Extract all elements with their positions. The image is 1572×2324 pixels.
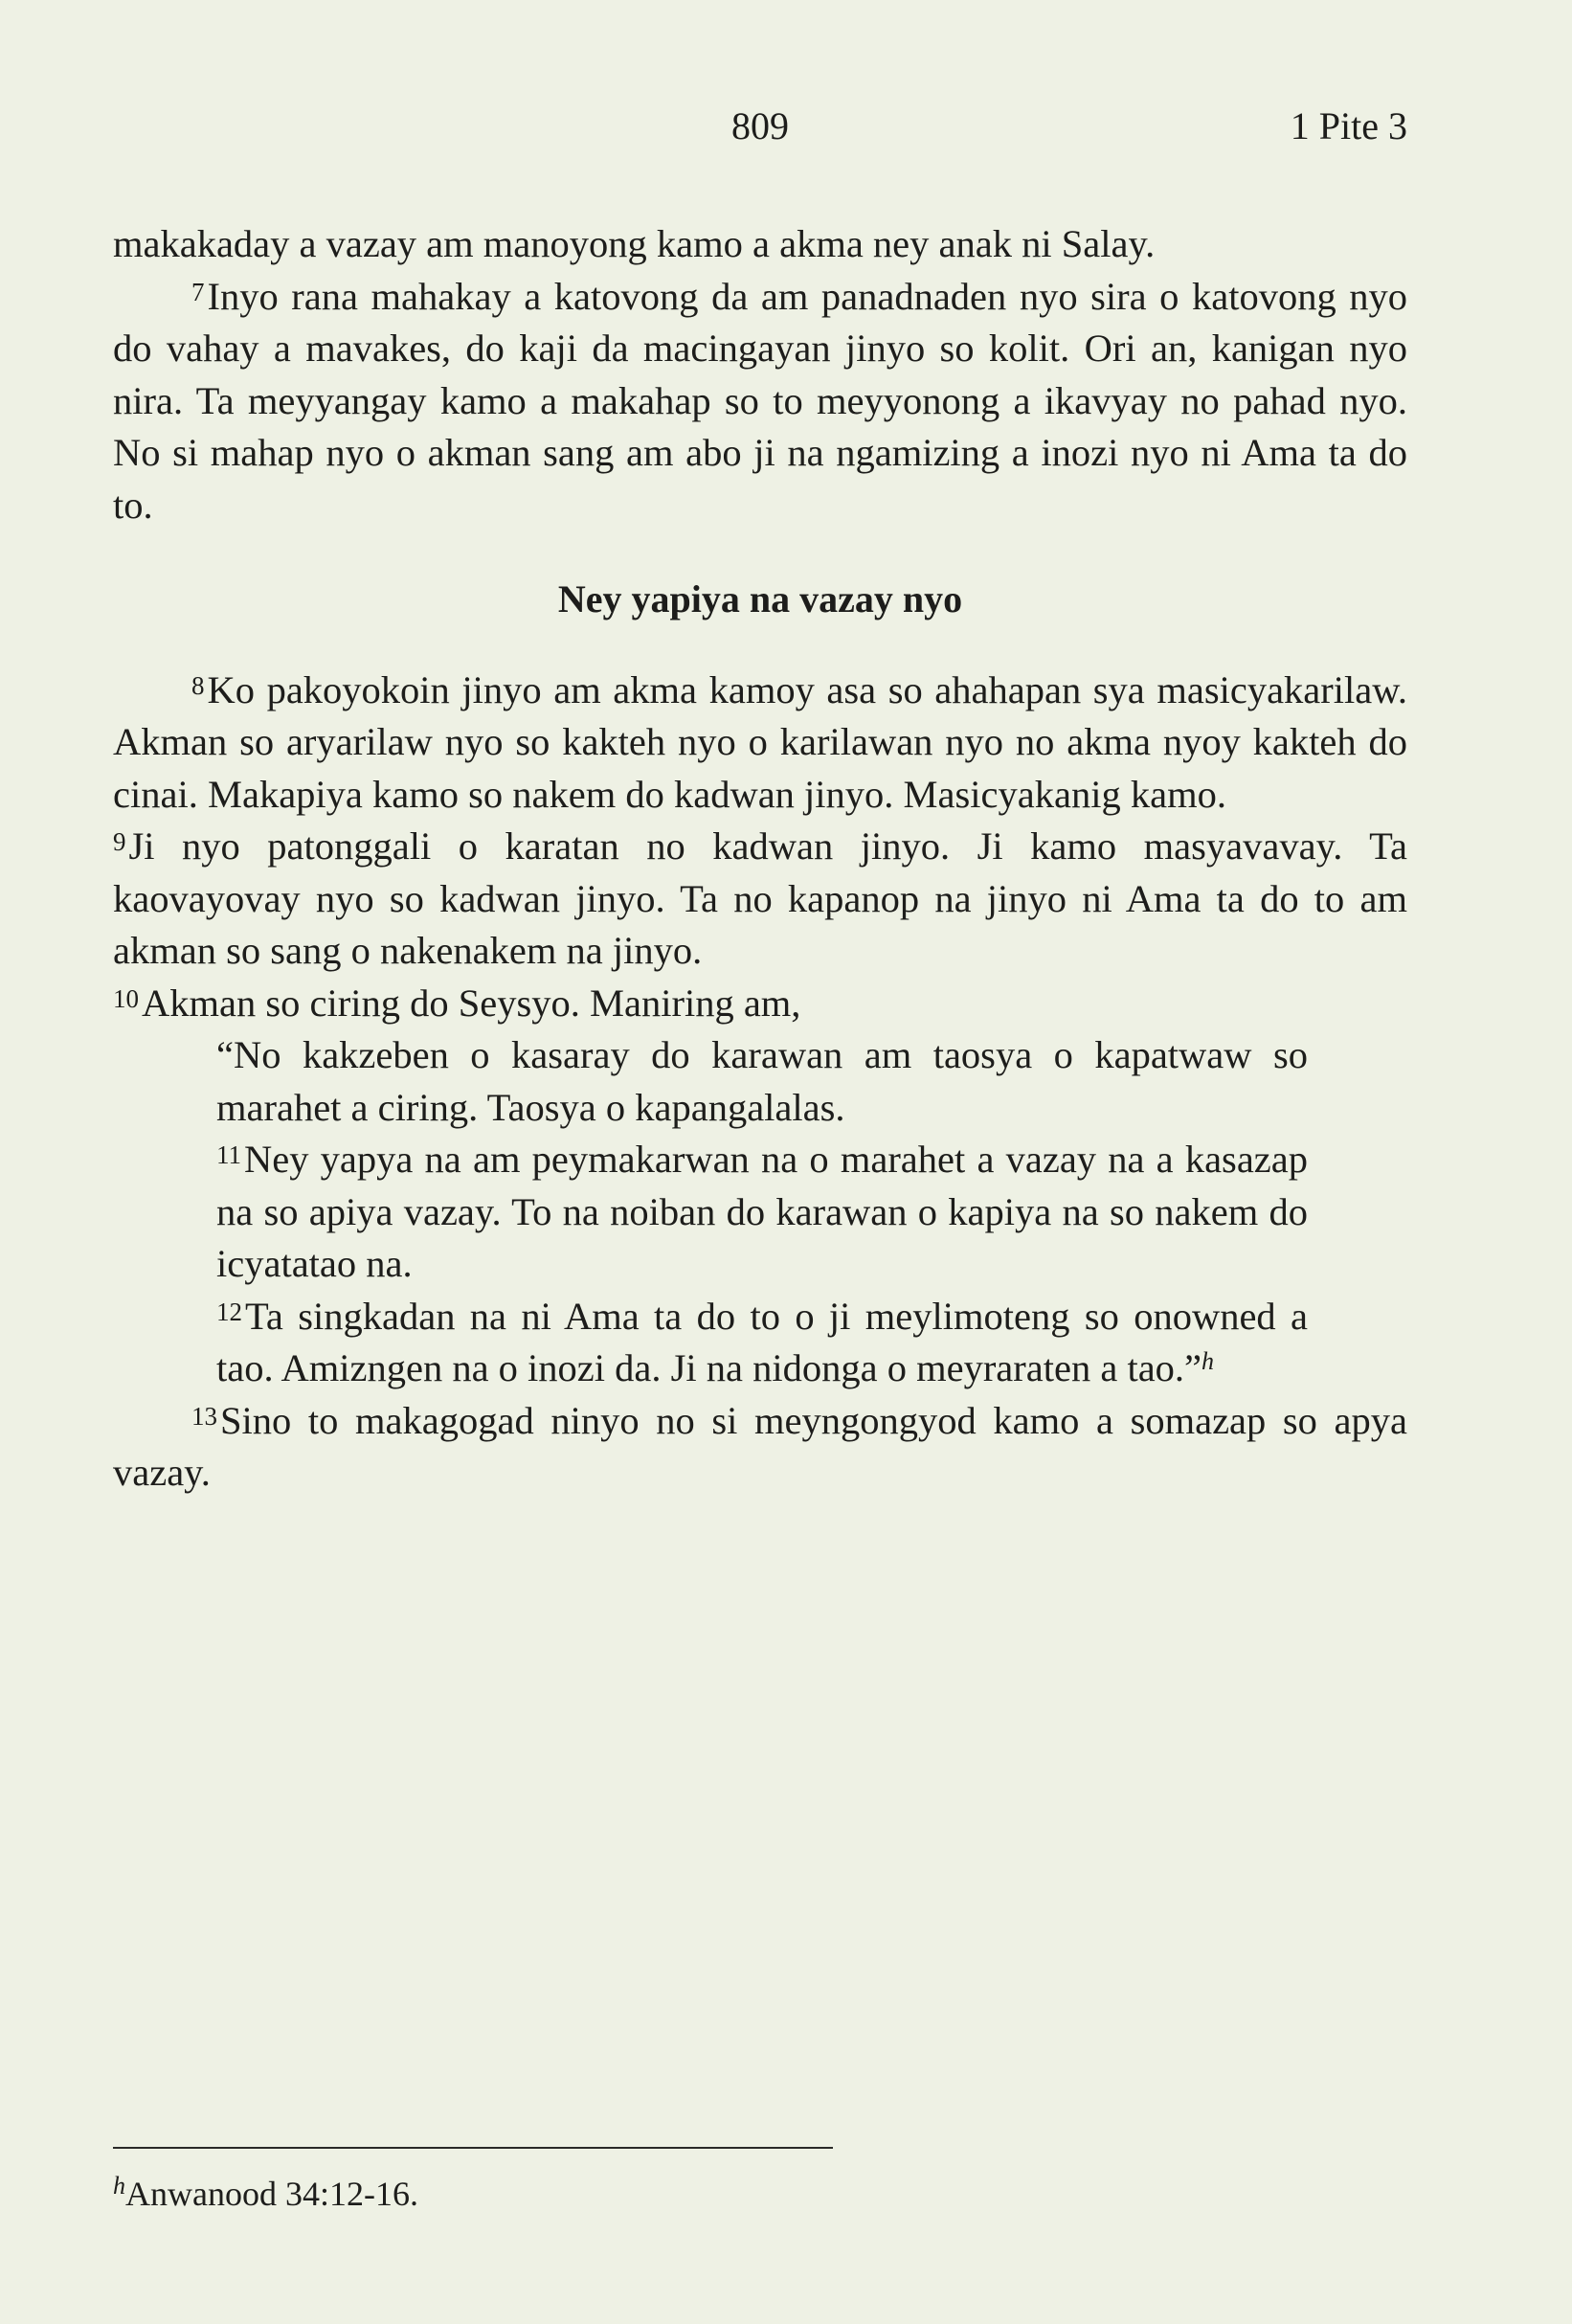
verse-text: Ji nyo patonggali o karatan no kadwan jinyo. Ji kamo masyavavay. Ta kaovayovay nyo so kadwan jinyo. Ta no kapanop na jinyo ni Ama ta do to am akman so sang o nakenakem na jinyo. — [113, 824, 1407, 972]
footnote-divider — [113, 2147, 833, 2149]
quote-text: Ta singkadan na ni Ama ta do to o ji meylimoteng so onowned a tao. Amizngen na o inozi da. Ji na nidonga o meyraraten a tao.” — [216, 1294, 1308, 1389]
quote-text: Ney yapya na am peymakarwan na o marahet a vazay na a kasazap na so apiya vazay. To na noiban do karawan o kapiya na so nakem do icyatatao na. — [216, 1138, 1308, 1285]
verse-number: 10 — [113, 983, 139, 1013]
section-heading: Ney yapiya na vazay nyo — [557, 577, 963, 620]
verse-paragraph — [113, 1395, 1407, 1500]
poetic-quote — [113, 1029, 1407, 1395]
quote-text: “No kakzeben o kasaray do karawan am taosya o kapatwaw so marahet a ciring. Taosya o kapangalalas. — [216, 1033, 1308, 1129]
verse-number: 9 — [113, 827, 126, 856]
quote-stanza — [216, 1029, 1407, 1134]
verse-text: Sino to makagogad ninyo no si meyngongyod kamo a somazap so apya vazay. — [113, 1398, 1407, 1494]
page-number: 809 — [731, 104, 789, 147]
verse-number: 13 — [191, 1401, 217, 1431]
footnote-marker[interactable]: h — [1201, 1347, 1215, 1375]
footnote-mark: h — [113, 2172, 125, 2200]
verse-text: Akman so ciring do Seysyo. Maniring am, — [142, 981, 801, 1025]
quote-stanza — [216, 1291, 1407, 1395]
verse-paragraph — [113, 978, 1407, 1030]
verse-text: Inyo rana mahakay a katovong da am panadnaden nyo sira o katovong nyo do vahay a mavakes, do kaji da macingayan jinyo so kolit. Ori an, kanigan nyo nira. Ta meyyangay kamo a makahap so to meyyonong a ikavyay no pahad nyo. No si mahap nyo o akman sang am abo ji na ngamizing a inozi nyo ni Ama ta do to. — [113, 274, 1407, 527]
verse-number: 8 — [191, 670, 205, 700]
verse-paragraph — [113, 271, 1407, 532]
paragraph-continuation — [113, 218, 1407, 271]
verse-number: 12 — [216, 1297, 242, 1326]
footnote — [113, 2172, 418, 2216]
paragraph-text: makakaday a vazay am manoyong kamo a akma ney anak ni Salay. — [113, 222, 1156, 265]
verse-paragraph — [113, 665, 1407, 822]
verse-text: Ko pakoyokoin jinyo am akma kamoy asa so ahahapan sya masicyakarilaw. Akman so aryarilaw nyo so kakteh nyo o karilawan nyo no akma nyoy kakteh do cinai. Makapiya kamo so nakem do kadwan jinyo. Masicyakanig kamo. — [113, 667, 1407, 816]
verse-number: 11 — [216, 1140, 241, 1169]
footnote-text: Anwanood 34:12-16. — [125, 2175, 418, 2213]
verse-paragraph — [113, 821, 1407, 978]
page-body — [113, 218, 1407, 1500]
quote-stanza — [216, 1134, 1407, 1291]
page-header — [113, 103, 1407, 161]
verse-number: 7 — [191, 277, 205, 306]
running-head: 1 Pite 3 — [1290, 104, 1407, 147]
